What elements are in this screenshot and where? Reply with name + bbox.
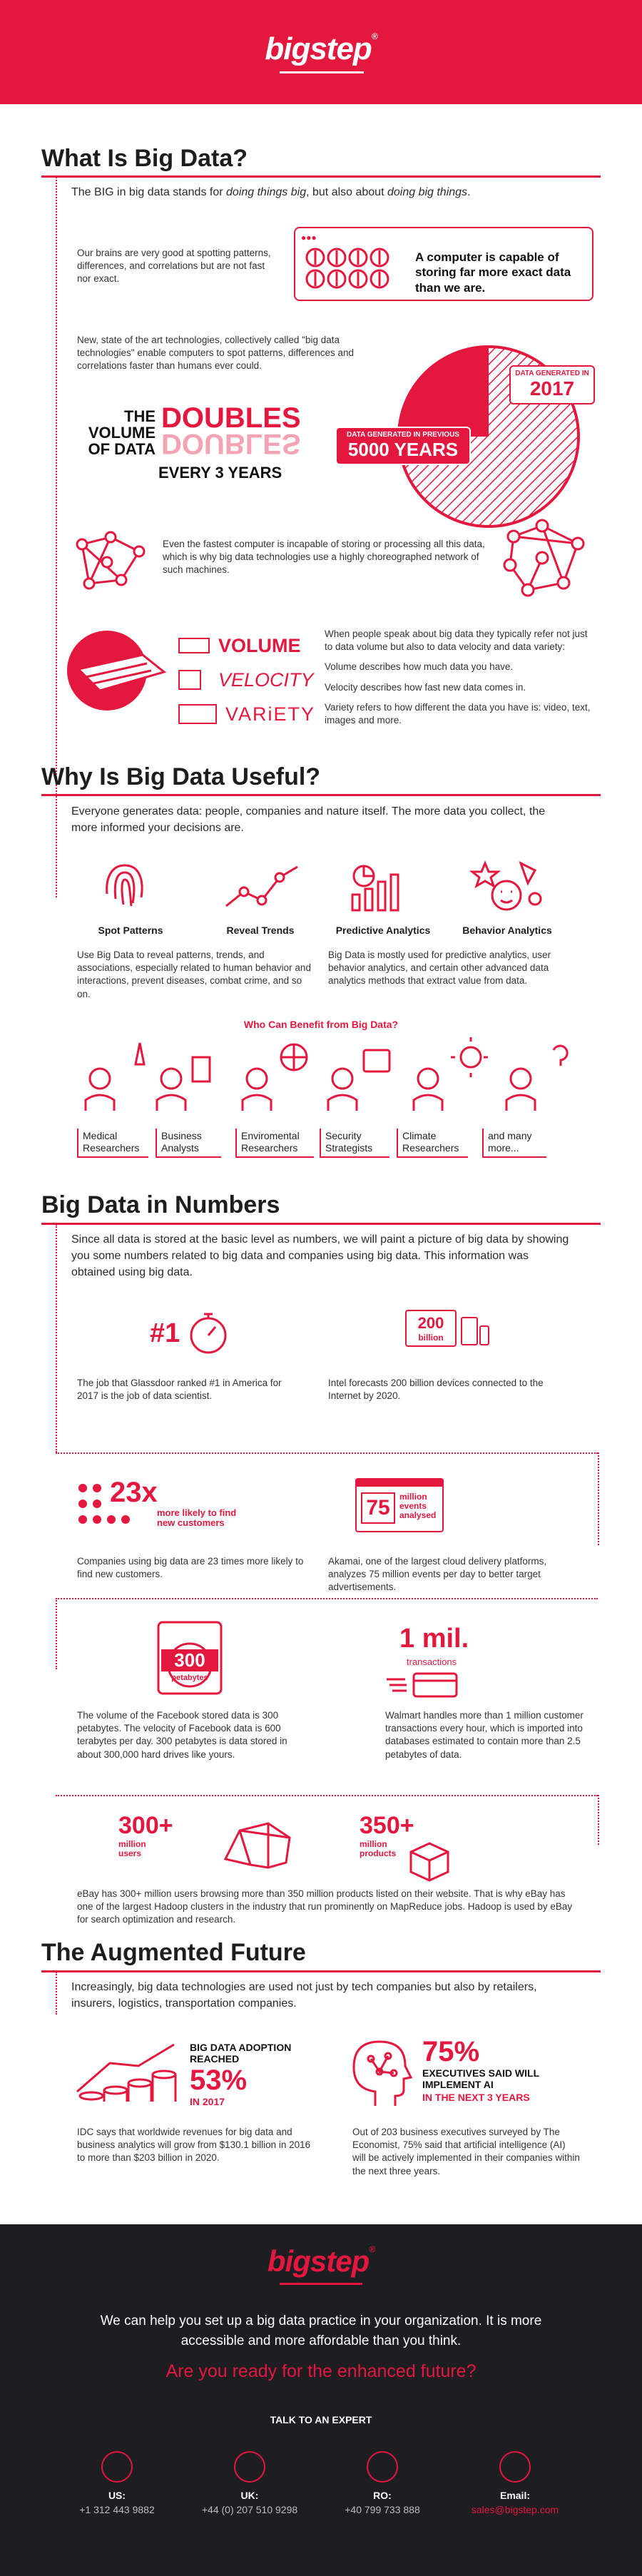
- why-lead: Everyone generates data: people, companies and nature itself. The more data you collect, the more informed your decisions are.: [71, 805, 546, 835]
- glassdoor-text: The job that Glassdoor ranked #1 in America for 2017 is the job of data scientist.: [77, 1378, 282, 1402]
- facebook-text: The volume of the Facebook stored data is 300 petabytes. The velocity of Facebook data is 600 terabytes per day. 300 petabytes is data stored in about 300,000 hard drives like yours.: [77, 1710, 287, 1760]
- coins-chart-icon: [74, 2042, 181, 2106]
- intel-text: Intel forecasts 200 billion devices connected to the Internet by 2020.: [328, 1378, 544, 1402]
- behavior-icon: [471, 856, 542, 913]
- contact-email[interactable]: [451, 2451, 579, 2515]
- volume-doubles-mirror: DOUBLES: [161, 428, 301, 459]
- customers-stat: [77, 1477, 248, 1541]
- network-left-icon: [71, 526, 150, 598]
- talk-to-expert-button[interactable]: TALK TO AN EXPERT: [270, 2414, 372, 2425]
- numbers-dotted-v3: [598, 1795, 599, 1845]
- footer: [0, 2224, 642, 2576]
- network-right-icon: [499, 515, 592, 601]
- ai-stat: [422, 2037, 579, 2103]
- computer-text: A computer is capable of storing far more exact data than we are.: [415, 250, 571, 295]
- numbers-lead: Since all data is stored at the basic level as numbers, we will paint a picture of big data by showing you some numbers related to big data and companies using big data. This information was obtained using big data.: [71, 1233, 569, 1279]
- facebook-unit: petabytes: [171, 1674, 208, 1682]
- network-text: Even the fastest computer is incapable of storing or processing all this data, which is why big data technologies use a highly choreographed network of such machines.: [163, 539, 485, 576]
- feature-behavior: Behavior Analytics: [462, 925, 552, 936]
- v-desc-volume: Volume describes how much data you have.: [325, 661, 514, 673]
- ebay-text: eBay has 300+ million users browsing more than 350 million products listed on their website. That is why eBay has one of the largest Hadoop clusters in the industry that run prominently on MapReduce jobs. Hadoop is used by eBay for search optimization and research.: [77, 1888, 573, 1925]
- phone-ro-icon: [367, 2451, 398, 2483]
- numbers-dotted-v2: [56, 1598, 57, 1669]
- tablet-icon: [461, 1317, 478, 1345]
- footer-tagline: We can help you set up a big data practice in your organization. It is more accessible and more affordable than you think.: [100, 2313, 542, 2348]
- ebay-products-label: million products: [360, 1839, 397, 1859]
- beneficiary-business: Business Analysts: [156, 1129, 221, 1158]
- pie-label-prev: DATA GENERATED IN PREVIOUS 5000 YEARS: [335, 427, 471, 465]
- section-title-future: The Augmented Future: [41, 1939, 306, 1966]
- contact-us-value: +1 312 443 9882: [79, 2504, 155, 2515]
- contact-ro[interactable]: [318, 2451, 447, 2515]
- customers-label: more likely to find new customers: [157, 1507, 237, 1529]
- beneficiary-security: Security Strategists: [320, 1129, 389, 1158]
- akamai-value-box: 75: [361, 1492, 395, 1524]
- numbers-dotted-h2: [56, 1598, 598, 1599]
- footer-question: Are you ready for the enhanced future?: [165, 2361, 477, 2381]
- feature-reveal-trends: Reveal Trends: [226, 925, 295, 936]
- v-volume-label: VOLUME: [218, 634, 301, 656]
- credit-card-icon: [385, 1671, 471, 1699]
- data-block-icon: [64, 628, 171, 713]
- glassdoor-rank: #1: [150, 1318, 180, 1348]
- intel-stat: [405, 1310, 489, 1358]
- window-dots-icon: ●●●: [301, 233, 317, 243]
- phone-icon: [479, 1325, 489, 1345]
- fingerprint-icon: [100, 862, 150, 912]
- why-left-text: Use Big Data to reveal patterns, trends, and associations, especially related to human behavior and interactions, prevent diseases, combat crime, and so on.: [77, 950, 311, 999]
- contact-us[interactable]: [53, 2451, 181, 2515]
- calendar-bar: [355, 1478, 444, 1487]
- section-rule-numbers: [41, 1223, 601, 1225]
- customers-text: Companies using big data are 23 times more likely to find new customers.: [77, 1556, 304, 1580]
- volume-doubles: [78, 404, 314, 482]
- footer-logo-underline: [280, 2283, 362, 2285]
- v-desc-velocity: Velocity describes how fast new data comes in.: [325, 681, 526, 693]
- phone-uk-icon: [234, 2451, 265, 2483]
- future-lead: Increasingly, big data technologies are used not just by tech companies but also by retailers, insurers, logistics, transportation companies.: [71, 1981, 537, 2010]
- trend-line-icon: [223, 863, 301, 913]
- envelope-icon: [499, 2451, 531, 2483]
- header-bar: [0, 0, 642, 104]
- tech-text: New, state of the art technologies, collectively called "big data technologies" enable computers to spot patterns, differences and correlations faster than humans ever could.: [77, 335, 355, 372]
- fast-file-icon: [178, 670, 201, 690]
- adoption-stat: [190, 2042, 318, 2107]
- v-velocity-label: VELOCITY: [218, 668, 314, 691]
- brand-logo-text: bigstep: [265, 31, 372, 66]
- v-variety-label: VARiETY: [225, 703, 316, 725]
- volume-every: EVERY 3 YEARS: [158, 464, 282, 482]
- v-labels: [178, 632, 328, 728]
- v-velocity-row: [178, 666, 328, 693]
- brain-grid-icon: [305, 247, 391, 290]
- feature-predictive: Predictive Analytics: [335, 925, 431, 936]
- beneficiary-climate: Climate Researchers: [397, 1129, 468, 1158]
- beneficiary-medical: Medical Researchers: [77, 1129, 148, 1158]
- future-dotted-connector: [56, 1972, 57, 2015]
- walmart-text: Walmart handles more than 1 million customer transactions every hour, which is imported into databases estimated to contain more than 2.5 petabytes of data.: [385, 1710, 584, 1760]
- contact-ro-label: RO:: [373, 2490, 392, 2501]
- stopwatch-icon: [187, 1311, 230, 1355]
- volume-doubles-word: DOUBLES: [161, 402, 301, 434]
- glassdoor-stat: [150, 1311, 230, 1355]
- numbers-dotted-h3: [56, 1795, 598, 1796]
- benefit-title: Who Can Benefit from Big Data?: [243, 1019, 399, 1030]
- contact-email-label: Email:: [499, 2490, 530, 2501]
- brains-text: Our brains are very good at spotting patterns, differences, and correlations but are not fast nor exact.: [77, 248, 271, 285]
- contact-uk[interactable]: [185, 2451, 314, 2515]
- section-title-what: What Is Big Data?: [41, 145, 248, 172]
- customers-value: 23x: [107, 1477, 160, 1509]
- beneficiary-environmental: Enviromental Researchers: [235, 1129, 314, 1158]
- ai-when: IN THE NEXT 3 YEARS: [422, 2092, 530, 2104]
- section-title-why: Why Is Big Data Useful?: [41, 763, 321, 790]
- adoption-value: 53%: [190, 2065, 248, 2097]
- walmart-value: 1 mil.: [399, 1624, 469, 1654]
- akamai-text: Akamai, one of the largest cloud delivery platforms, analyzes 75 million events per day to better target advertisements.: [328, 1556, 547, 1593]
- beneficiary-more: and many more...: [482, 1129, 546, 1158]
- v-variety-row: [178, 701, 328, 728]
- ai-value: 75%: [422, 2036, 480, 2067]
- numbers-dotted-connector: [56, 1224, 57, 1452]
- ai-text: Out of 203 business executives surveyed by The Economist, 75% said that artificial intelligence (AI) will be actively implemented in their companies within the next three years.: [352, 2127, 580, 2177]
- v-volume-row: [178, 632, 328, 659]
- adoption-text: IDC says that worldwide revenues for big data and business analytics will grow from $130.1 billion in 2016 to more than $203 billion in 2020.: [77, 2127, 311, 2164]
- ai-head-icon: [347, 2037, 415, 2109]
- what-lead: The BIG in big data stands for doing things big, but also about doing big things.: [71, 186, 471, 198]
- feature-spot-patterns: Spot Patterns: [98, 925, 163, 936]
- brand-logo[interactable]: bigstep®: [265, 31, 377, 66]
- pie-label-2017: DATA GENERATED IN 2017: [509, 365, 595, 404]
- computer-panel: [294, 227, 593, 301]
- file-types-icon: [178, 704, 217, 724]
- logo-underline: [280, 71, 364, 73]
- walmart-stat: [385, 1624, 528, 1695]
- section-title-numbers: Big Data in Numbers: [41, 1191, 280, 1218]
- section-rule-what: [41, 175, 601, 178]
- ai-label: EXECUTIVES SAID WILL IMPLEMENT AI: [422, 2067, 539, 2091]
- phone-us-icon: [101, 2451, 133, 2483]
- v-descriptions: [325, 628, 596, 727]
- numbers-dotted-v1: [598, 1452, 599, 1545]
- adoption-label: BIG DATA ADOPTION REACHED: [190, 2042, 292, 2065]
- facebook-stat: [157, 1621, 223, 1695]
- contact-ro-value: +40 799 733 888: [345, 2504, 420, 2515]
- numbers-dotted-h1: [56, 1452, 598, 1454]
- ebay-users-value: 300+: [118, 1812, 173, 1839]
- volume-the: THE VOLUME OF DATA: [88, 407, 156, 459]
- akamai-stat: [355, 1478, 484, 1535]
- walmart-unit: transactions: [407, 1656, 457, 1667]
- contact-email-value[interactable]: sales@bigstep.com: [471, 2504, 559, 2515]
- contact-uk-label: UK:: [240, 2490, 259, 2501]
- beneficiaries-illustration: [71, 1036, 585, 1114]
- v-intro: When people speak about big data they typically refer not just to data volume but also to data velocity and data variety:: [325, 628, 588, 653]
- footer-logo-text: bigstep: [267, 2244, 370, 2278]
- monitor-icon: 200 billion: [405, 1310, 457, 1347]
- contact-us-label: US:: [108, 2490, 126, 2501]
- why-right-text: Big Data is mostly used for predictive analytics, user behavior analytics, and certain other advanced data analytics methods that extract value from data.: [328, 950, 551, 987]
- section-rule-future: [41, 1970, 601, 1972]
- facebook-value: 300: [161, 1649, 218, 1671]
- section-rule-why: [41, 794, 601, 796]
- v-desc-variety: Variety refers to how different the data you have is: video, text, images and more.: [325, 701, 591, 726]
- box-icon: [407, 1839, 452, 1882]
- analytics-icon: [348, 860, 405, 914]
- server-stack-icon: [178, 638, 210, 653]
- ebay-users-label: million users: [118, 1839, 146, 1859]
- akamai-label: million events analysed: [399, 1492, 437, 1521]
- ebay-users-stat: [118, 1812, 173, 1858]
- ebay-products-value: 350+: [360, 1812, 414, 1839]
- elephant-icon: [218, 1816, 297, 1873]
- adoption-year: IN 2017: [190, 2096, 225, 2108]
- footer-logo[interactable]: bigstep®: [267, 2244, 375, 2278]
- contact-uk-value: +44 (0) 207 510 9298: [201, 2504, 298, 2515]
